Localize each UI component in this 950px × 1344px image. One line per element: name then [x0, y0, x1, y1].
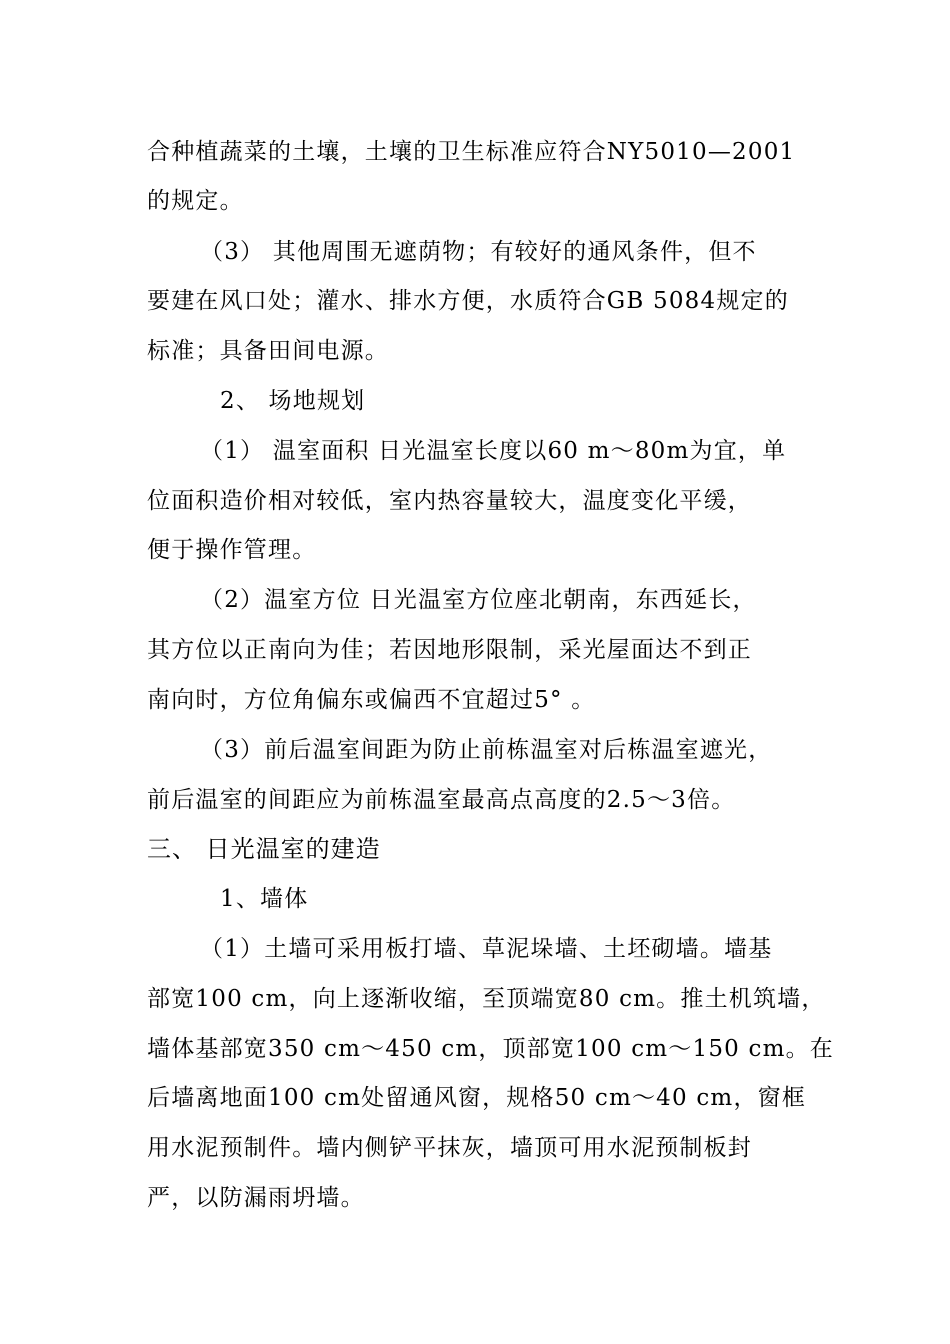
paragraph-line-1: 合种植蔬菜的土壤，土壤的卫生标准应符合NY5010—2001	[147, 139, 796, 165]
paragraph-line-13: （3）前后温室间距为防止前栋温室对后栋温室遮光，	[200, 737, 773, 763]
paragraph-line-22: 严，以防漏雨坍墙。	[147, 1185, 365, 1211]
paragraph-line-14: 前后温室的间距应为前栋温室最高点高度的2.5～3倍。	[147, 787, 736, 813]
section-heading-site-planning: 2、 场地规划	[220, 388, 366, 414]
paragraph-line-19: 墙体基部宽350 cm～450 cm，顶部宽100 cm～150 cm。在	[147, 1036, 835, 1062]
paragraph-line-11: 其方位以正南向为佳；若因地形限制，采光屋面达不到正	[147, 637, 752, 663]
paragraph-line-2: 的规定。	[147, 188, 244, 214]
paragraph-line-12: 南向时，方位角偏东或偏西不宜超过5° 。	[147, 687, 596, 713]
paragraph-line-4: 要建在风口处；灌水、排水方便，水质符合GB 5084规定的	[147, 288, 789, 314]
paragraph-line-3: （3） 其他周围无遮荫物；有较好的通风条件，但不	[200, 239, 757, 265]
paragraph-line-8: 位面积造价相对较低，室内热容量较大，温度变化平缓，	[147, 488, 752, 514]
paragraph-line-10: （2）温室方位 日光温室方位座北朝南，东西延长，	[200, 587, 757, 613]
paragraph-line-18: 部宽100 cm，向上逐渐收缩，至顶端宽80 cm。推土机筑墙，	[147, 986, 826, 1012]
paragraph-line-21: 用水泥预制件。墙内侧铲平抹灰，墙顶可用水泥预制板封	[147, 1135, 752, 1161]
paragraph-line-7: （1） 温室面积 日光温室长度以60 m～80m为宜，单	[200, 438, 787, 464]
section-heading-wall: 1、墙体	[220, 886, 309, 912]
paragraph-line-17: （1）土墙可采用板打墙、草泥垛墙、土坯砌墙。墙基	[200, 936, 773, 962]
paragraph-line-9: 便于操作管理。	[147, 537, 317, 563]
chapter-heading-construction: 三、 日光温室的建造	[147, 835, 381, 863]
paragraph-line-5: 标准；具备田间电源。	[147, 338, 389, 364]
paragraph-line-20: 后墙离地面100 cm处留通风窗，规格50 cm～40 cm，窗框	[147, 1085, 807, 1111]
